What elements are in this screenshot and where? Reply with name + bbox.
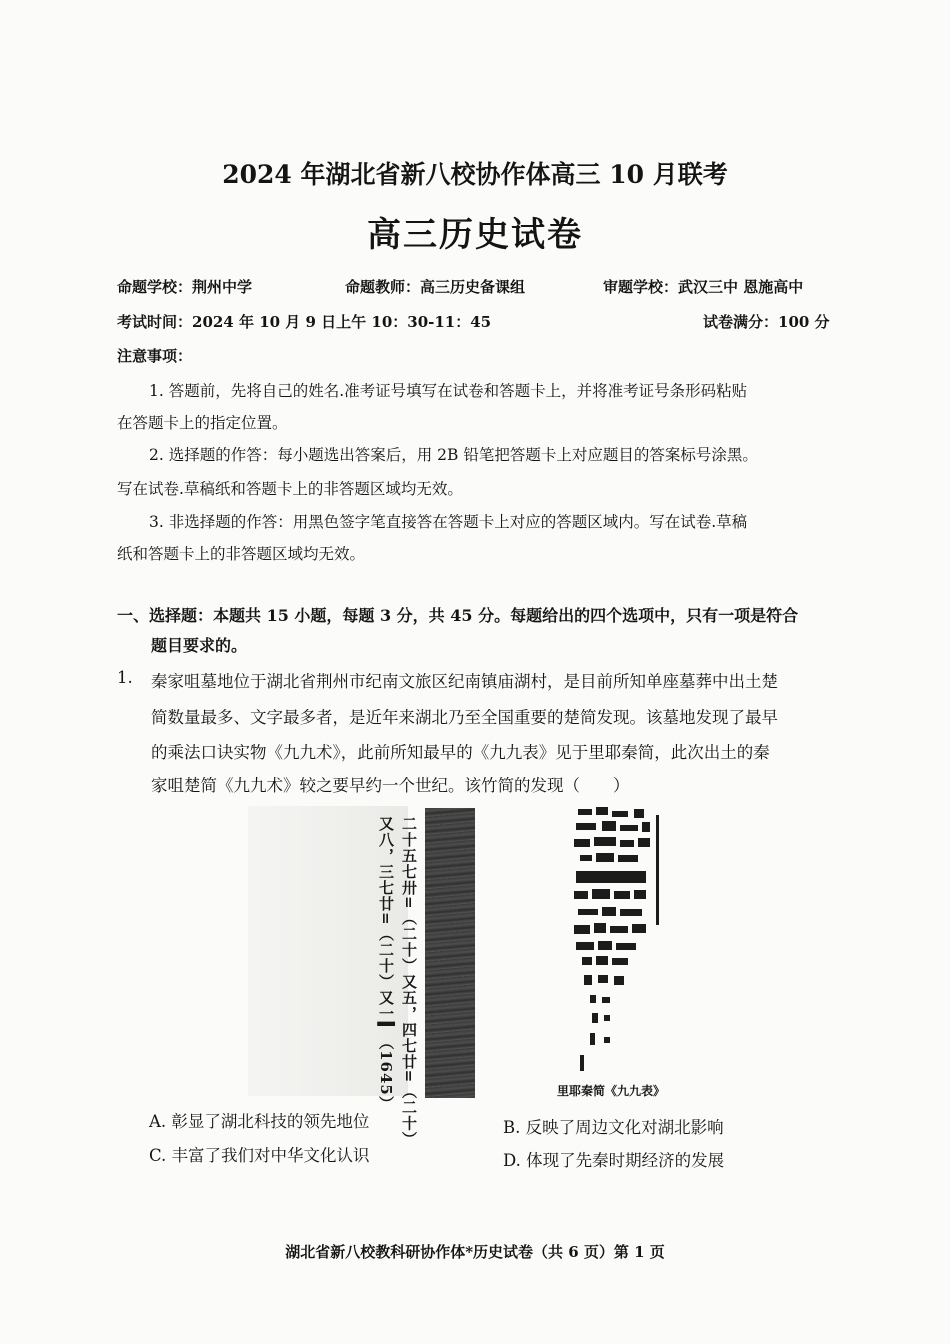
question-line: 简数量最多、文字最多者，是近年来湖北乃至全国重要的楚简发现。该墓地发现了最早 [151,708,778,727]
notice-heading: 注意事项： [117,347,193,365]
liye-slip-image [560,805,680,1075]
meta-teacher: 命题教师：高三历史备课组 [345,278,526,296]
meta-score: 试卷满分：100 分 [703,313,830,331]
question-line: 家咀楚简《九九术》较之要早约一个世纪。该竹简的发现（ ） [151,776,630,795]
notice-line: 1. 答题前，先将自己的姓名.准考证号填写在试卷和答题卡上，并将准考证号条形码粘贴 [149,382,748,400]
slip-transcription-col2: 又八，三七廿=（二十）又一▍（1645） [377,816,395,1112]
meta-school: 命题学校：荆州中学 [117,278,253,296]
question-number: 1. [117,668,133,687]
notice-line: 3. 非选择题的作答：用黑色签字笔直接答在答题卡上对应的答题区域内。写在试卷.草稿 [149,513,748,531]
option-c: C. 丰富了我们对中华文化认识 [149,1146,370,1165]
question-line: 秦家咀墓地位于湖北省荆州市纪南文旅区纪南镇庙湖村，是目前所知单座墓葬中出土楚 [151,672,778,691]
notice-line: 2. 选择题的作答：每小题选出答案后，用 2B 铅笔把答题卡上对应题目的答案标号涂黑。 [149,446,758,464]
notice-line: 写在试卷.草稿纸和答题卡上的非答题区域均无效。 [117,480,463,498]
option-d: D. 体现了先秦时期经济的发展 [503,1151,725,1170]
question-line: 的乘法口诀实物《九九术》，此前所知最早的《九九表》见于里耶秦简，此次出土的秦 [151,743,770,762]
figure-caption: 里耶秦简《九九表》 [557,1084,666,1098]
section-heading: 一、选择题：本题共 15 小题，每题 3 分，共 45 分。每题给出的四个选项中，只有一项是符合 [117,606,799,625]
subject-title: 高三历史试卷 [367,215,583,255]
exam-title: 2024 年湖北省新八校协作体高三 10 月联考 [222,160,728,189]
notice-line: 纸和答题卡上的非答题区域均无效。 [117,545,366,563]
slip-transcription-col1: 二十五七卅=（二十）又五，四七廿=（二十） [400,816,418,1148]
page-footer: 湖北省新八校教科研协作体*历史试卷（共 6 页）第 1 页 [285,1243,665,1261]
notice-line: 在答题卡上的指定位置。 [117,414,288,432]
section-heading-cont: 题目要求的。 [151,636,248,655]
option-a: A. 彰显了湖北科技的领先地位 [149,1112,370,1131]
meta-time: 考试时间：2024 年 10 月 9 日上午 10：30-11：45 [117,313,492,331]
meta-reviewer: 审题学校：武汉三中 恩施高中 [603,278,804,296]
option-b: B. 反映了周边文化对湖北影响 [503,1118,724,1137]
bamboo-slip-strip [425,808,475,1098]
